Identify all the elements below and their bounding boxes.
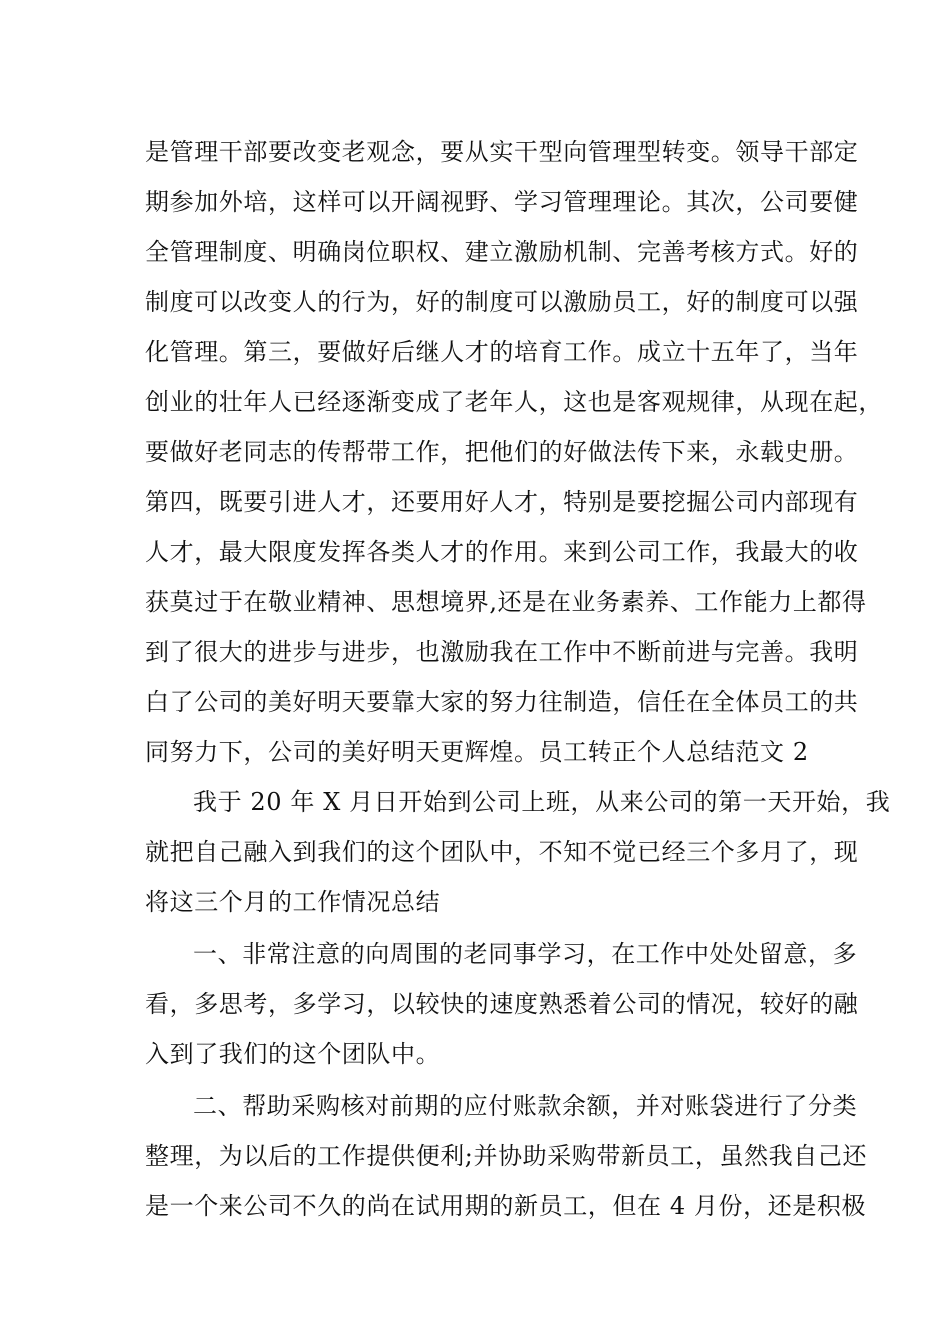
text-line: 白了公司的美好明天要靠大家的努力往制造，信任在全体员工的共: [145, 688, 859, 716]
text-line: 期参加外培，这样可以开阔视野、学习管理理论。其次，公司要健: [145, 188, 859, 216]
text-line: 化管理。第三，要做好后继人才的培育工作。成立十五年了，当年: [145, 338, 859, 366]
text-line: 入到了我们的这个团队中。: [145, 1040, 441, 1068]
text-line: 全管理制度、明确岗位职权、建立激励机制、完善考核方式。好的: [145, 238, 859, 266]
text-line: 人才，最大限度发挥各类人才的作用。来到公司工作，我最大的收: [145, 538, 859, 566]
text-line: 创业的壮年人已经逐渐变成了老年人，这也是客观规律，从现在起，: [145, 388, 883, 416]
text-line: 就把自己融入到我们的这个团队中，不知不觉已经三个多月了，现: [145, 838, 859, 866]
text-line: 获莫过于在敬业精神、思想境界,还是在业务素养、工作能力上都得: [145, 588, 867, 616]
text-line: 要做好老同志的传帮带工作，把他们的好做法传下来，永载史册。: [145, 438, 859, 466]
paragraph-first-line: 二、帮助采购核对前期的应付账款余额，并对账袋进行了分类: [193, 1092, 858, 1120]
text-line: 第四，既要引进人才，还要用好人才，特别是要挖掘公司内部现有: [145, 488, 859, 516]
text-line: 同努力下，公司的美好明天更辉煌。员工转正个人总结范文 2: [145, 738, 809, 766]
text-line: 看，多思考，多学习，以较快的速度熟悉着公司的情况，较好的融: [145, 990, 859, 1018]
text-line: 是管理干部要改变老观念，要从实干型向管理型转变。领导干部定: [145, 138, 859, 166]
paragraph-first-line: 我于 20 年 X 月日开始到公司上班，从来公司的第一天开始，我: [193, 788, 891, 816]
paragraph-first-line: 一、非常注意的向周围的老同事学习，在工作中处处留意，多: [193, 940, 858, 968]
text-line: 制度可以改变人的行为，好的制度可以激励员工，好的制度可以强: [145, 288, 859, 316]
text-line: 是一个来公司不久的尚在试用期的新员工，但在 4 月份，还是积极: [145, 1192, 867, 1220]
text-line: 到了很大的进步与进步，也激励我在工作中不断前进与完善。我明: [145, 638, 859, 666]
text-line: 将这三个月的工作情况总结: [145, 888, 441, 916]
text-line: 整理，为以后的工作提供便利;并协助采购带新员工，虽然我自己还: [145, 1142, 868, 1170]
